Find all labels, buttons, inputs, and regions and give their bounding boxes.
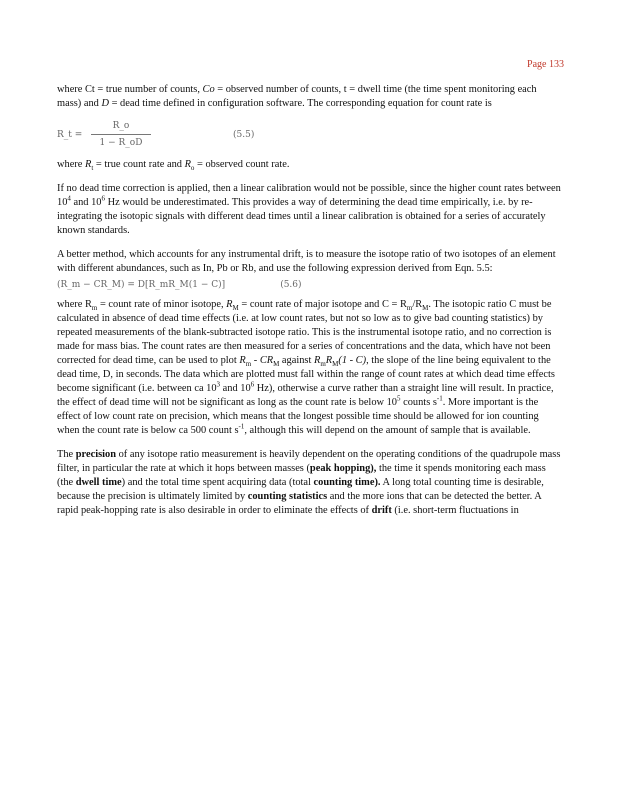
paragraph-better-method: A better method, which accounts for any instrumental drift, is to measure the isotope ratio of two isotopes of an element with different abundances, such as In, Pb or Rb, and use the following expression derived from Eqn. 5.5: <box>57 249 556 274</box>
equation-number: (5.5) <box>233 129 255 140</box>
page-number: Page 133 <box>527 59 564 70</box>
fraction-bar <box>91 134 151 135</box>
equation-5-6 <box>57 278 562 292</box>
equation-lhs: R_t = <box>57 129 83 140</box>
equation-number: (5.6) <box>280 280 302 290</box>
paragraph-isotope-ratio: where $R_m$ = count rate of minor isotope, $R_M$ = count rate of major isotope and $C = R_m/R_M$. The isotopic ratio C must be calculated in absence of dead time effects (i.e. at low count rates, but not so low as to give bad counting statistics) by repeated measurements of the blank-subtracted isotope ratio. This is the instrumental isotope ratio, and no correction is made for mass bias. The count rates are then measured for a series of concentrations and the data, which have not been corrected for dead time, can be used to plot $R_m - CR_M$ against $R_mR_M(1 - C)$, the slope of the line being equivalent to the dead time, D, in seconds. The data which are plotted must fall within the range of count rates at which dead time effects become significant (i.e. between ca $10^3$ and $10^6$ Hz), otherwise a curve rather than a straight line will result. In practice, the effect of dead time will not be significant as long as the count rate is below $10^5$ counts $s^{-1}$. More important is the effect of low count rate on precision, which means that the longest possible time should be allowed for ion counting when the count rate is below ca 500 count $s^{-1}$, although this will depend on the amount of sample that is available. <box>57 299 555 436</box>
equation-5-5 <box>57 119 562 150</box>
paragraph-dwell-time: where Ct = true number of counts, Co = observed number of counts, t = dwell time (the time spent monitoring each mass) and D = dead time defined in configuration software. The corresponding equation for count rate is <box>57 84 537 109</box>
fraction-numerator: R_o <box>112 121 130 131</box>
fraction-denominator: 1 − R_oD <box>99 138 143 148</box>
equation-fraction <box>91 119 151 150</box>
paragraph-rate-definitions: where $R_t$ = true count rate and $R_o$ = observed count rate. <box>57 159 290 173</box>
paragraph-precision: The precision of any isotope ratio measurement is heavily dependent on the operating conditions of the quadrupole mass filter, in particular the rate at which it hops between masses (peak hopping), the time it spends monitoring each mass (the dwell time) and the total time spent acquiring data (total counting time). A long total counting time is desirable, because the precision is ultimately limited by counting statistics and the more ions that can be detected the better. A rapid peak-hopping rate is also desirable in order to eliminate the effects of drift (i.e. short-term fluctuations in <box>57 449 561 516</box>
equation-expression: (R_m − CR_M) = D[R_mR_M(1 − C)] <box>57 280 226 290</box>
document-body <box>57 83 562 518</box>
paragraph-dead-time-correction: If no dead time correction is applied, then a linear calibration would not be possible, since the higher count rates between $10^4$ and $10^6$ Hz would be underestimated. This provides a way of determining the dead time empirically, i.e. by re-integrating the isotopic signals with different dead times until a linear calibration is obtained for a series of accurately known standards. <box>57 183 561 236</box>
